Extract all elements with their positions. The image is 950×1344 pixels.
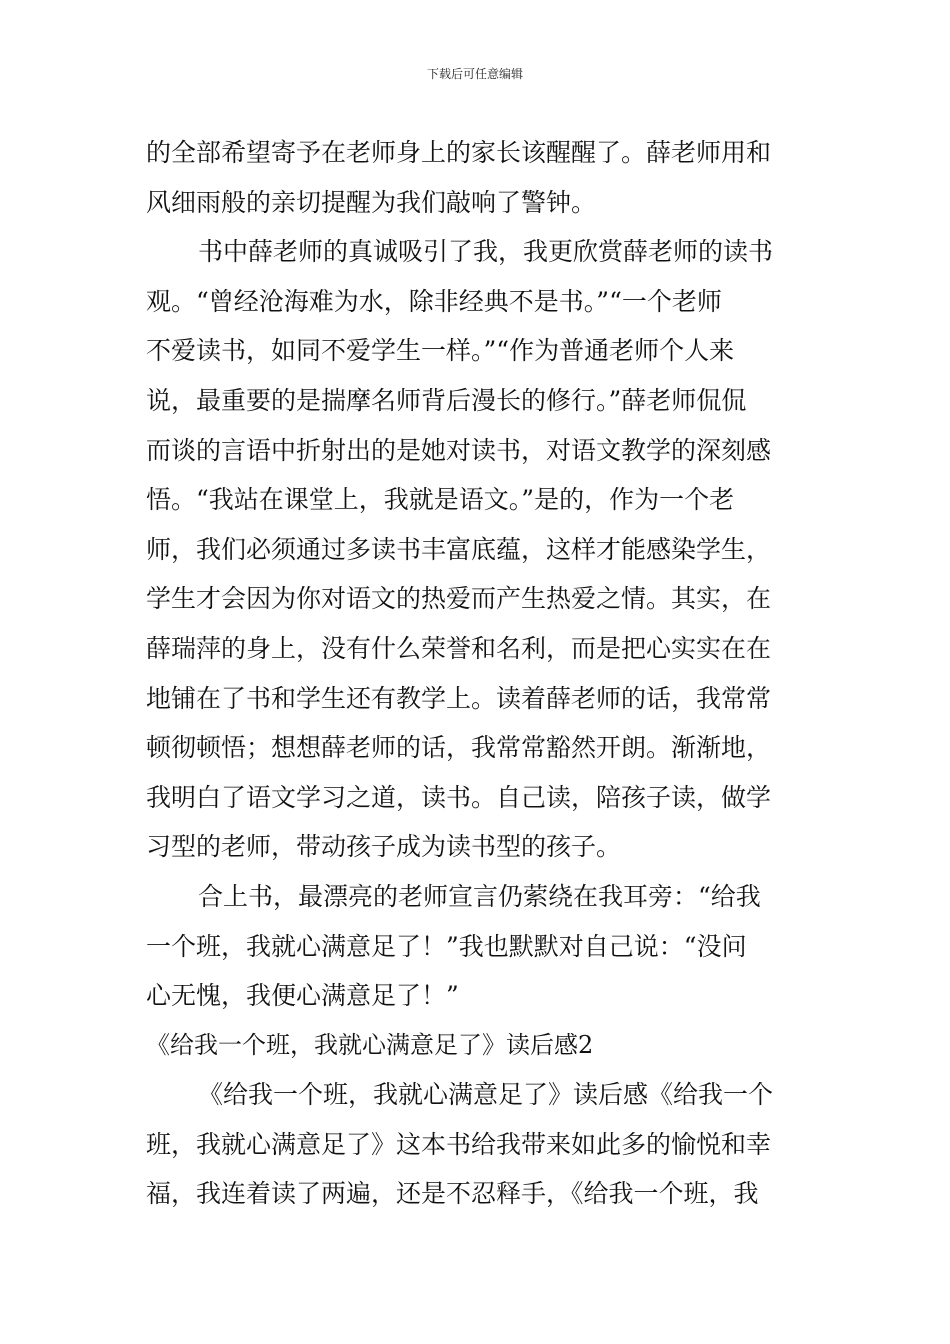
text-line: 学生才会因为你对语文的热爱而产生热爱之情。其实，在: [146, 584, 772, 614]
text-line: 观。“曾经沧海难为水，除非经典不是书。”“一个老师: [146, 286, 722, 316]
text-line: 风细雨般的亲切提醒为我们敲响了警钟。: [146, 187, 597, 217]
text-line: 的全部希望寄予在老师身上的家长该醒醒了。薛老师用和: [146, 138, 772, 167]
text-line: 福，我连着读了两遍，还是不忍释手，《给我一个班，我: [146, 1179, 759, 1209]
text-line: 习型的老师，带动孩子成为读书型的孩子。: [146, 832, 622, 862]
text-line: 顿彻顿悟；想想薛老师的话，我常常豁然开朗。渐渐地，: [146, 733, 772, 763]
paragraph-start-line: 书中薛老师的真诚吸引了我，我更欣赏薛老师的读书: [198, 237, 774, 267]
page-header-note: 下载后可任意编辑: [426, 67, 523, 81]
text-line: 薛瑞萍的身上，没有什么荣誉和名利，而是把心实实在在: [146, 633, 772, 663]
text-line: 说，最重要的是揣摩名师背后漫长的修行。”薛老师侃侃: [146, 385, 747, 415]
text-line: 师，我们必须通过多读书丰富底蕴，这样才能感染学生，: [146, 534, 772, 564]
paragraph-start-line: 《给我一个班，我就心满意足了》读后感《给我一个: [198, 1080, 774, 1110]
text-line: 不爱读书，如同不爱学生一样。”“作为普通老师个人来: [146, 336, 735, 366]
text-line: 我明白了语文学习之道，读书。自己读，陪孩子读，做学: [146, 782, 772, 812]
document-body: [146, 128, 808, 1219]
section-heading: 《给我一个班，我就心满意足了》读后感2: [146, 1030, 594, 1059]
text-line: 悟。“我站在课堂上，我就是语文。”是的，作为一个老: [146, 485, 735, 515]
text-line: 而谈的言语中折射出的是她对读书，对语文教学的深刻感: [146, 435, 772, 465]
text-line: 班，我就心满意足了》这本书给我带来如此多的愉悦和幸: [146, 1129, 772, 1159]
text-line: 地铺在了书和学生还有教学上。读着薛老师的话，我常常: [146, 683, 772, 713]
text-line: 一个班，我就心满意足了！”我也默默对自己说：“没问: [146, 931, 747, 961]
text-line: 心无愧，我便心满意足了！”: [146, 981, 459, 1011]
paragraph-start-line: 合上书，最漂亮的老师宣言仍萦绕在我耳旁：“给我: [198, 881, 761, 911]
